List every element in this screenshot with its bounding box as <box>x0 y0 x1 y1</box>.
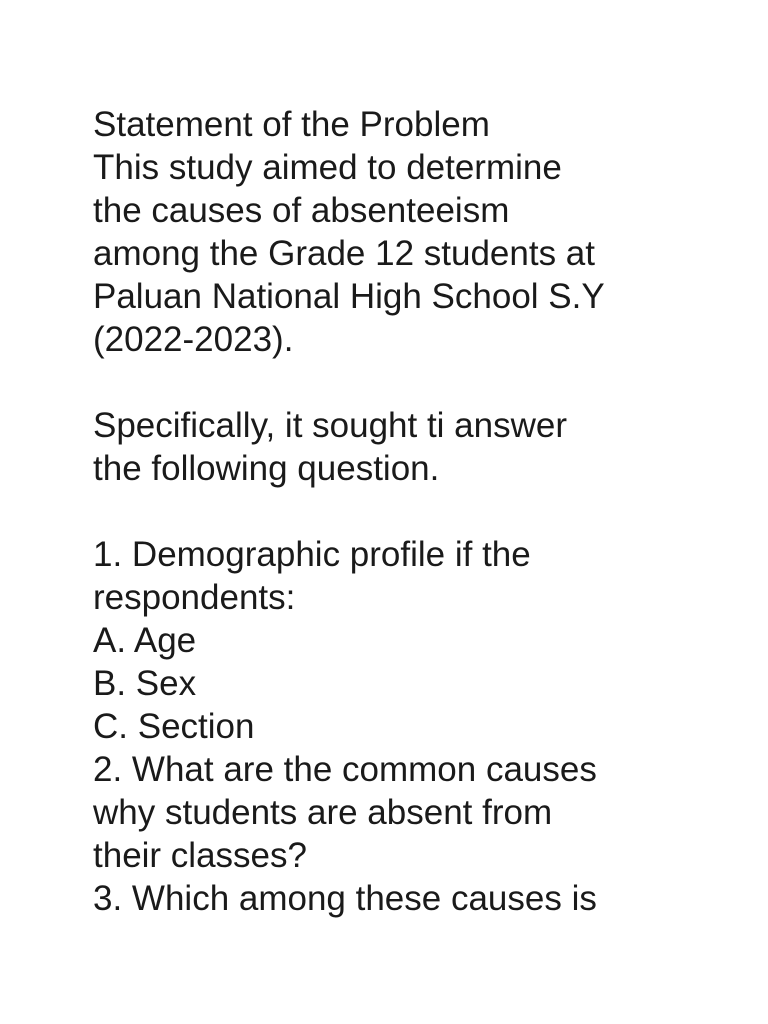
paragraph-spacer <box>93 490 733 533</box>
question-line: respondents: <box>93 578 296 617</box>
intro-line: This study aimed to determine <box>93 148 562 187</box>
question-line: why students are absent from <box>93 793 553 832</box>
intro-line: among the Grade 12 students at <box>93 234 595 273</box>
question-line: B. Sex <box>93 664 197 703</box>
specific-line: the following question. <box>93 449 440 488</box>
question-line: 3. Which among these causes is <box>93 879 597 918</box>
question-line: C. Section <box>93 707 255 746</box>
question-line: their classes? <box>93 836 307 875</box>
intro-line: the causes of absenteeism <box>93 191 510 230</box>
paragraph-spacer <box>93 361 733 404</box>
question-line: 1. Demographic profile if the <box>93 535 531 574</box>
document-title: Statement of the Problem <box>93 105 490 144</box>
intro-line: Paluan National High School S.Y <box>93 277 605 316</box>
question-line: 2. What are the common causes <box>93 750 597 789</box>
question-line: A. Age <box>93 621 197 660</box>
document-body <box>93 103 733 920</box>
specific-line: Specifically, it sought ti answer <box>93 406 568 445</box>
intro-line: (2022-2023). <box>93 320 294 359</box>
